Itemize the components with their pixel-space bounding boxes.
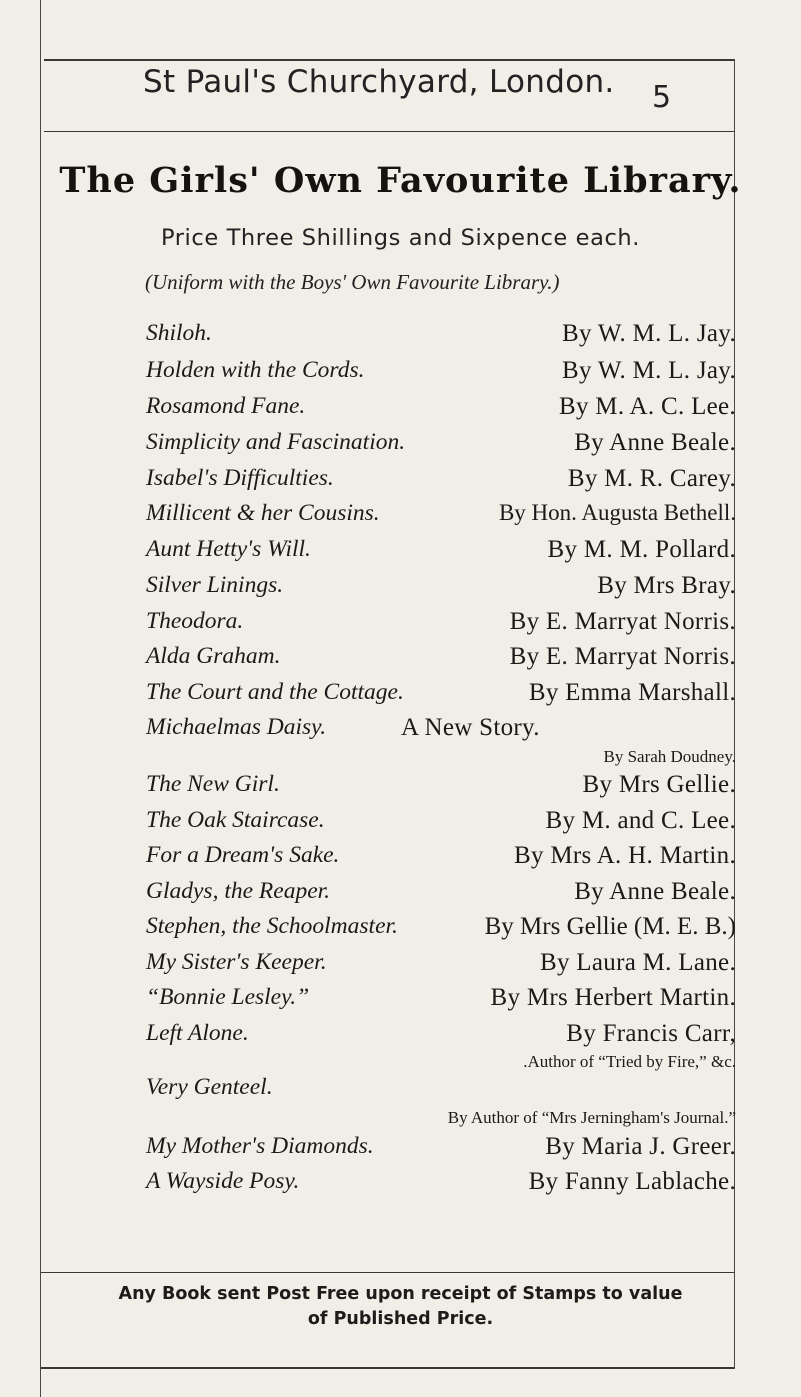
book-title: Shiloh. [146,320,212,346]
book-author: By Emma Marshall. [528,679,736,706]
bottom-rule [40,1367,735,1369]
postage-notice [0,1282,801,1332]
book-title: Gladys, the Reaper. [146,878,331,904]
book-title: Michaelmas Daisy. [146,714,327,740]
book-title: “Bonnie Lesley.” [146,984,310,1010]
book-author: By Anne Beale. [574,429,736,456]
list-item [0,1020,801,1072]
list-item [0,1074,801,1130]
book-author: By M. M. Pollard. [547,536,736,563]
book-title: A Wayside Posy. [146,1168,300,1194]
uniform-note: (Uniform with the Boys' Own Favourite Library.) [145,270,560,294]
book-author: By W. M. L. Jay. [561,357,736,384]
list-item [0,465,801,499]
list-item [0,357,801,391]
page-number: 5 [652,80,672,115]
list-item [0,984,801,1018]
list-item [0,536,801,570]
book-title: Aunt Hetty's Will. [146,536,311,562]
list-item [0,878,801,912]
book-author-note: By Author of “Mrs Jerningham's Journal.” [447,1108,736,1127]
postage-notice-line: of Published Price. [307,1309,494,1329]
list-item [0,1133,801,1167]
book-title: Left Alone. [146,1020,249,1046]
list-item [0,608,801,642]
list-item [0,1168,801,1202]
book-author: By Mrs Herbert Martin. [490,984,736,1011]
notice-rule [40,1272,735,1273]
list-item [0,572,801,606]
series-title: The Girls' Own Favourite Library. [59,160,742,201]
list-item [0,913,801,947]
book-title: Silver Linings. [146,572,284,598]
book-author: By Maria J. Greer. [545,1133,736,1160]
book-author: By Francis Carr, [566,1020,736,1047]
book-title: Very Genteel. [146,1074,273,1100]
book-author: By M. and C. Lee. [545,807,736,834]
book-title: The New Girl. [146,771,280,797]
postage-notice-line: Any Book sent Post Free upon receipt of Stamps to value [118,1284,683,1304]
book-title: Simplicity and Fascination. [146,429,406,455]
book-title: Rosamond Fane. [146,393,306,419]
book-author: By Anne Beale. [574,878,736,905]
book-author: By Laura M. Lane. [539,949,736,976]
list-item [0,320,801,354]
list-item [0,643,801,677]
price-line: Price Three Shillings and Sixpence each. [160,225,641,251]
book-author: By Mrs Gellie. [582,771,736,798]
book-author: By E. Marryat Norris. [509,608,736,635]
list-item [0,714,801,766]
list-item [0,393,801,427]
book-author-note: By Sarah Doudney. [603,747,736,766]
list-item [0,429,801,463]
book-author-note: .Author of “Tried by Fire,” &c. [523,1052,736,1071]
head-rule [44,131,734,132]
list-item [0,679,801,713]
book-title: Millicent & her Cousins. [146,500,380,526]
book-title: Isabel's Difficulties. [146,465,334,491]
book-author: A New Story. [401,714,540,741]
running-head: St Paul's Churchyard, London. [143,64,615,100]
list-item [0,949,801,983]
book-title: Holden with the Cords. [146,357,365,383]
book-title: My Mother's Diamonds. [146,1133,374,1159]
book-author: By M. R. Carey. [567,465,736,492]
list-item [0,771,801,805]
list-item [0,842,801,876]
book-author: By E. Marryat Norris. [509,643,736,670]
book-title: Alda Graham. [146,643,281,669]
book-author: By W. M. L. Jay. [561,320,736,347]
list-item [0,500,801,534]
book-author: By Mrs Bray. [597,572,736,599]
book-title: The Court and the Cottage. [146,679,404,705]
book-author: By M. A. C. Lee. [558,393,736,420]
list-item [0,807,801,841]
book-author: By Fanny Lablache. [528,1168,736,1195]
book-author: By Mrs Gellie (M. E. B.) [484,913,736,940]
book-title: Theodora. [146,608,244,634]
book-title: For a Dream's Sake. [146,842,340,868]
book-title: My Sister's Keeper. [146,949,327,975]
book-author: By Hon. Augusta Bethell. [498,500,736,525]
top-rule [44,59,734,61]
book-title: The Oak Staircase. [146,807,325,833]
book-author: By Mrs A. H. Martin. [514,842,736,869]
book-title: Stephen, the Schoolmaster. [146,913,398,939]
